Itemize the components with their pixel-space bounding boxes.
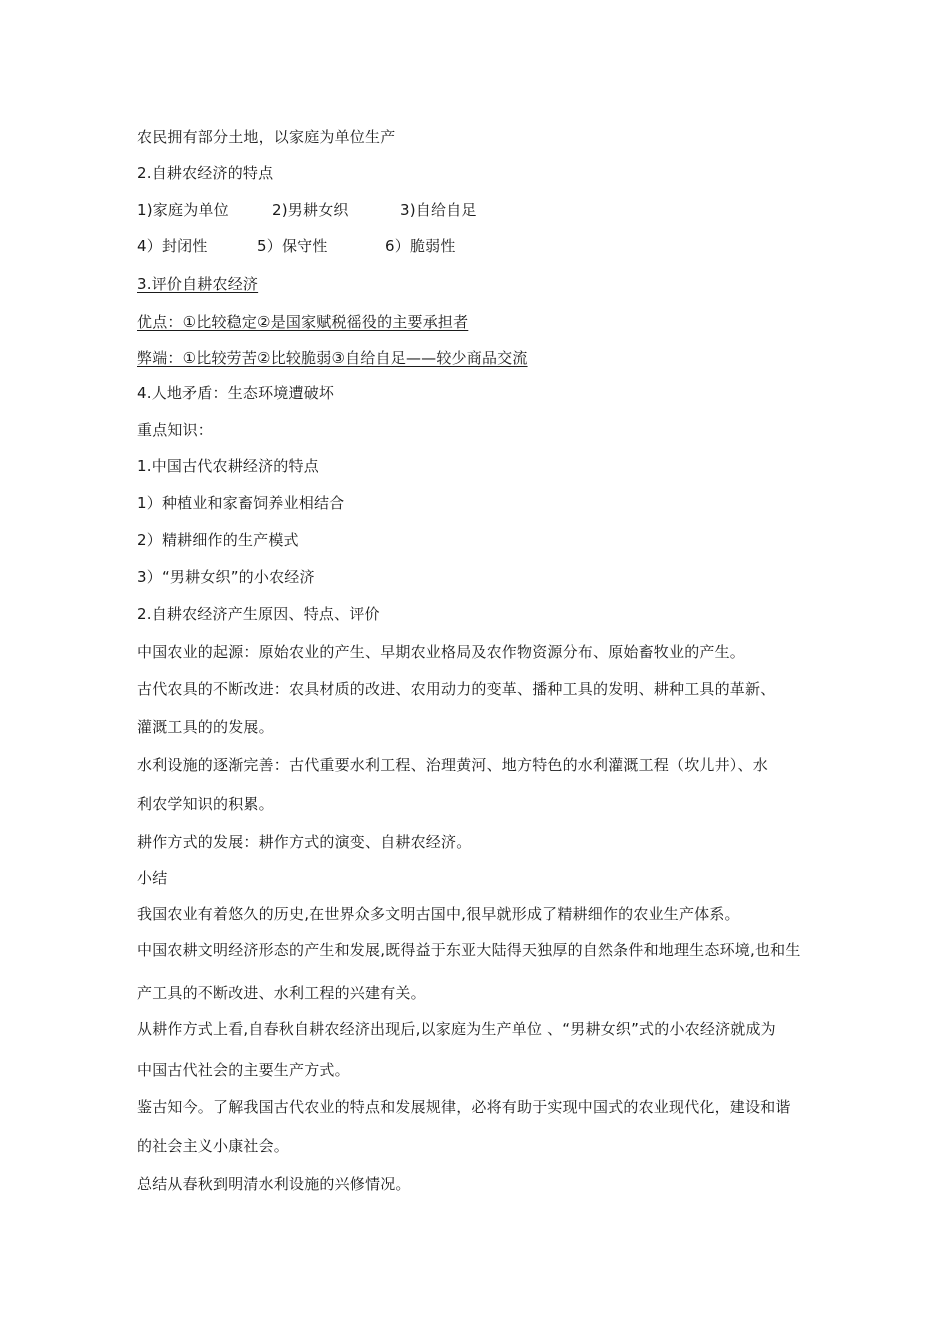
- feature-item: 4）封闭性: [137, 237, 208, 255]
- feature-row: [137, 236, 456, 256]
- paragraph-line: 中国农业的起源：原始农业的产生、早期农业格局及农作物资源分布、原始畜牧业的产生。: [137, 643, 746, 661]
- feature-row: [137, 200, 477, 220]
- paragraph-line: 总结从春秋到明清水利设施的兴修情况。: [137, 1175, 411, 1193]
- section-heading: 重点知识：: [137, 421, 214, 439]
- paragraph-line: 鉴古知今。了解我国古代农业的特点和发展规律，必将有助于实现中国式的农业现代化，建设和谐: [137, 1098, 791, 1116]
- paragraph-line: 的社会主义小康社会。: [137, 1137, 290, 1155]
- advantages-line: 优点：①比较稳定②是国家赋税徭役的主要承担者: [137, 313, 469, 331]
- paragraph-line: 古代农具的不断改进：农具材质的改进、农用动力的变革、播种工具的发明、耕种工具的革新、: [137, 680, 776, 698]
- paragraph-line: 产工具的不断改进、水利工程的兴建有关。: [137, 984, 426, 1002]
- text-line: 4.人地矛盾：生态环境遭破坏: [137, 384, 335, 402]
- paragraph-line: 中国古代社会的主要生产方式。: [137, 1061, 350, 1079]
- paragraph-line: 水利设施的逐渐完善：古代重要水利工程、治理黄河、地方特色的水利灌溉工程（坎儿井）、水: [137, 756, 768, 774]
- list-item: 3）“男耕女织”的小农经济: [137, 568, 315, 586]
- feature-item: 1)家庭为单位: [137, 201, 229, 219]
- section-heading: 2.自耕农经济的特点: [137, 164, 274, 182]
- paragraph-line: 耕作方式的发展：耕作方式的演变、自耕农经济。: [137, 833, 472, 851]
- paragraph-line: 从耕作方式上看,自春秋自耕农经济出现后,以家庭为生产单位 、“男耕女织”式的小农经济就成为: [137, 1020, 776, 1038]
- paragraph-line: 利农学知识的积累。: [137, 795, 274, 813]
- section-heading: 2.自耕农经济产生原因、特点、评价: [137, 605, 380, 623]
- text-line: 农民拥有部分土地，以家庭为单位生产: [137, 128, 396, 146]
- list-item: 2）精耕细作的生产模式: [137, 531, 299, 549]
- feature-item: 6）脆弱性: [385, 237, 456, 255]
- feature-item: 2)男耕女织: [272, 201, 349, 219]
- section-heading: 小结: [137, 869, 168, 887]
- paragraph-line: 我国农业有着悠久的历史,在世界众多文明古国中,很早就形成了精耕细作的农业生产体系。: [137, 905, 740, 923]
- feature-item: 5）保守性: [257, 237, 328, 255]
- list-item: 1）种植业和家畜饲养业相结合: [137, 494, 345, 512]
- section-heading: 3.评价自耕农经济: [137, 275, 259, 293]
- section-heading: 1.中国古代农耕经济的特点: [137, 457, 319, 475]
- paragraph-line: 中国农耕文明经济形态的产生和发展,既得益于东亚大陆得天独厚的自然条件和地理生态环境,也和生: [137, 941, 801, 959]
- disadvantages-line: 弊端：①比较劳苦②比较脆弱③自给自足——较少商品交流: [137, 349, 528, 367]
- feature-item: 3)自给自足: [400, 201, 477, 219]
- paragraph-line: 灌溉工具的的发展。: [137, 718, 274, 736]
